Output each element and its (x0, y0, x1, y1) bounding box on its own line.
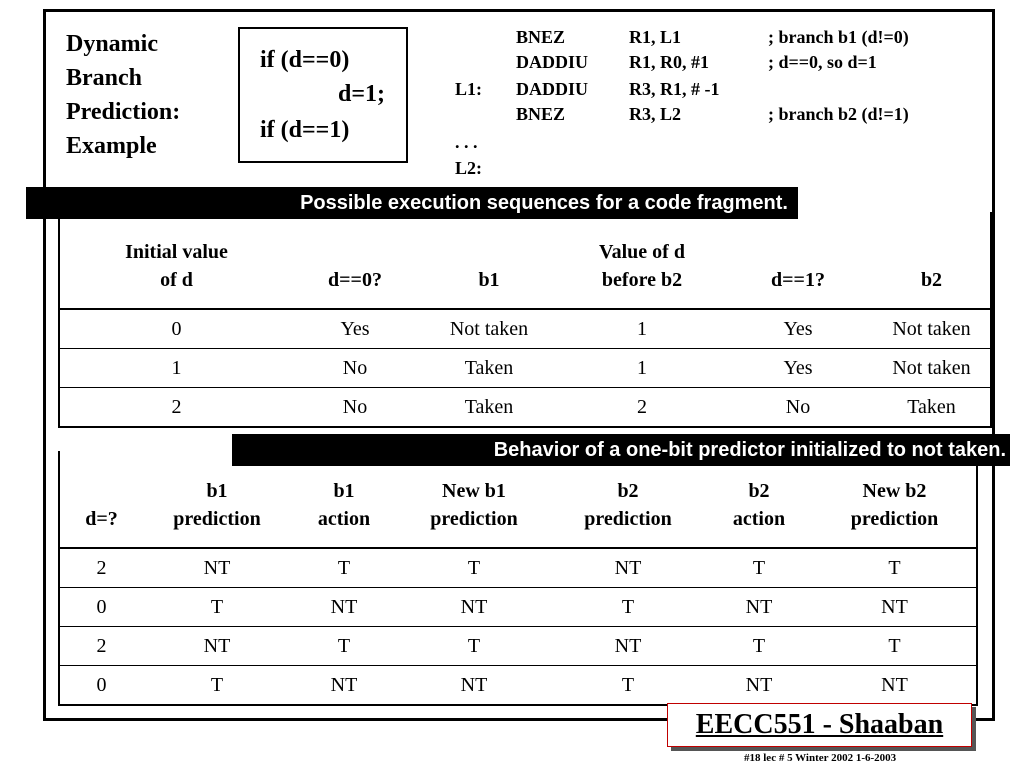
code-line-3: if (d==1) (260, 117, 350, 143)
table-cell: T (467, 556, 481, 579)
column-header: d=? (59, 451, 143, 548)
table-row (59, 627, 977, 666)
table-row (59, 309, 991, 349)
table-cell: Not taken (449, 317, 529, 340)
table-cell: Taken (417, 388, 561, 428)
table-cell: NT (813, 666, 977, 706)
table-cell: 2 (561, 388, 723, 428)
asm-args: R1, L1 (629, 27, 682, 47)
column-header: b1 prediction (143, 451, 291, 548)
column-header: b2 (873, 212, 991, 309)
title-line: Branch (66, 65, 143, 91)
table-cell: NT (614, 556, 642, 579)
column-header: Value of d before b2 (561, 212, 723, 309)
title-line: Prediction: (66, 99, 181, 125)
table-cell: T (337, 556, 351, 579)
asm-op: BNEZ (516, 27, 566, 47)
column-header: b1 action (291, 451, 397, 548)
column-header: New b2 prediction (813, 451, 977, 548)
table-cell: T (813, 627, 977, 666)
table-cell: T (143, 666, 291, 706)
table-cell: 0 (59, 588, 143, 627)
table-cell: T (551, 588, 705, 627)
table-cell: Not taken (873, 349, 991, 388)
table-cell: 2 (59, 627, 143, 666)
column-header: Initial value of d (59, 212, 293, 309)
table-cell: NT (203, 556, 231, 579)
execution-sequences-table (58, 212, 992, 428)
table-cell: Taken (417, 349, 561, 388)
footer-brand: EECC551 - Shaaban (667, 703, 972, 747)
table-cell: NT (551, 627, 705, 666)
table-row (59, 349, 991, 388)
table-cell: 2 (59, 388, 293, 428)
column-header: b2 prediction (551, 451, 705, 548)
table-cell: T (143, 588, 291, 627)
table-cell: Yes (340, 317, 370, 340)
table-cell: NT (397, 588, 551, 627)
one-bit-predictor-table (58, 451, 978, 706)
column-header: d==0? (293, 212, 417, 309)
footer-note: #18 lec # 5 Winter 2002 1-6-2003 (744, 752, 897, 764)
table-cell: Taken (873, 388, 991, 428)
asm-comment: ; branch b1 (d!=0) (768, 27, 909, 47)
table-cell: 1 (637, 317, 647, 340)
table-cell: T (397, 627, 551, 666)
asm-comment: ; d==0, so d=1 (768, 52, 877, 72)
table-cell: 1 (561, 349, 723, 388)
asm-args: R1, R0, #1 (629, 52, 709, 72)
table2-caption-banner: Behavior of a one-bit predictor initialized to not taken. (232, 434, 1010, 466)
table-cell: 0 (171, 317, 182, 340)
table-cell: Yes (783, 317, 813, 340)
column-header: d==1? (723, 212, 873, 309)
table-cell: 1 (59, 349, 293, 388)
asm-op: DADDIU (516, 52, 588, 72)
table-cell: NT (291, 666, 397, 706)
title-line: Example (66, 133, 157, 159)
column-header: b1 (417, 212, 561, 309)
table1-caption-banner: Possible execution sequences for a code fragment. (26, 187, 798, 219)
table-row (59, 548, 977, 588)
column-header: b2 action (705, 451, 813, 548)
table-cell: Yes (723, 349, 873, 388)
table-row (59, 588, 977, 627)
asm-comment: ; branch b2 (d!=1) (768, 104, 909, 124)
table-cell: NT (705, 588, 813, 627)
title-line: Dynamic (66, 31, 158, 57)
table-cell: T (551, 666, 705, 706)
table-cell: NT (705, 666, 813, 706)
table-cell: T (291, 627, 397, 666)
table-cell: NT (143, 627, 291, 666)
asm-op: DADDIU (516, 79, 588, 99)
table-cell: No (293, 349, 417, 388)
asm-args: R3, R1, # -1 (629, 79, 720, 99)
table-cell: NT (813, 588, 977, 627)
slide-title (66, 27, 180, 163)
table-cell: T (705, 627, 813, 666)
column-header: New b1 prediction (397, 451, 551, 548)
table-cell: T (888, 556, 901, 579)
asm-label: L2: (455, 158, 482, 178)
code-line-2: d=1; (338, 81, 386, 107)
asm-ellipsis: . . . (455, 132, 478, 152)
table-row (59, 666, 977, 706)
asm-label: L1: (455, 79, 482, 99)
table-cell: No (293, 388, 417, 428)
code-line-1: if (d==0) (260, 47, 350, 73)
asm-args: R3, L2 (629, 104, 682, 124)
table-cell: No (723, 388, 873, 428)
table-cell: NT (397, 666, 551, 706)
table-cell: 0 (59, 666, 143, 706)
table-cell: 2 (96, 556, 107, 579)
table-header-row (59, 212, 991, 309)
source-code-box (238, 27, 408, 163)
table-cell: T (752, 556, 766, 579)
asm-op: BNEZ (516, 104, 566, 124)
table-cell: Not taken (892, 317, 971, 340)
table-row (59, 388, 991, 428)
table-cell: NT (291, 588, 397, 627)
